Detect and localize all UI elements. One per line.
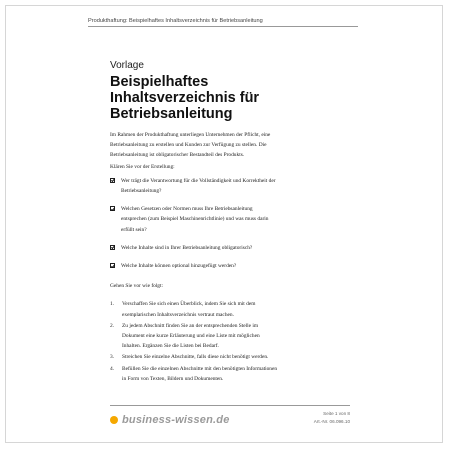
title-block bbox=[110, 60, 350, 122]
step-number: 2. bbox=[110, 322, 115, 329]
steps-intro: Gehen Sie vor wie folgt: bbox=[110, 283, 163, 290]
steps-list bbox=[110, 299, 342, 384]
title-line: Beispielhaftes bbox=[110, 74, 209, 90]
checklist-line: Welche Inhalte sind in Ihrer Betriebsanleitung obligatorisch? bbox=[121, 244, 253, 251]
intro-line: Im Rahmen der Produkthaftung unterliegen Unternehmen der Pflicht, eine bbox=[110, 132, 271, 138]
title-line: Inhaltsverzeichnis für bbox=[110, 90, 260, 106]
page-number: Seite 1 von 8 bbox=[323, 411, 350, 416]
step-item bbox=[110, 299, 342, 319]
checkbox-checked-icon bbox=[110, 178, 115, 183]
page-meta bbox=[314, 410, 350, 426]
step-line: Verschaffen Sie sich einen Überblick, indem Sie sich mit dem bbox=[122, 301, 256, 308]
checklist-item-text bbox=[121, 261, 236, 271]
step-number: 1. bbox=[110, 301, 115, 308]
checklist bbox=[110, 176, 342, 271]
intro-paragraph bbox=[110, 130, 342, 161]
brand-logo bbox=[110, 414, 230, 426]
step-line: in Form von Texten, Bildern und Dokumenten. bbox=[122, 375, 224, 382]
step-line: Streichen Sie einzelne Abschnitte, falls diese nicht benötigt werden. bbox=[122, 354, 269, 361]
checklist-item-text bbox=[121, 243, 252, 253]
intro-line: Betriebsanleitung zu erstellen und Kunden zur Verfügung zu stellen. Die bbox=[110, 142, 267, 149]
title-line: Betriebsanleitung bbox=[110, 106, 233, 122]
step-text bbox=[122, 299, 255, 319]
step-line: Befüllen Sie die einzelnen Abschnitte mit den benötigten Informationen bbox=[122, 365, 278, 372]
page-footer bbox=[110, 405, 350, 434]
checklist-line: erfüllt sein? bbox=[121, 226, 147, 233]
running-header: Produkthaftung: Beispielhaftes Inhaltsverzeichnis für Betriebsanleitung bbox=[88, 18, 358, 27]
step-line: exemplarischen Inhaltsverzeichnis vertraut machen. bbox=[122, 311, 234, 318]
checklist-line: Welchen Gesetzen oder Normen muss Ihre Betriebsanleitung bbox=[121, 206, 253, 213]
brand-dot-icon bbox=[110, 416, 118, 424]
checkbox-checked-icon bbox=[110, 245, 115, 250]
checklist-item-text bbox=[121, 176, 276, 196]
checkbox-checked-icon bbox=[110, 206, 115, 211]
checklist-item bbox=[110, 243, 342, 253]
checklist-intro: Klären Sie vor der Erstellung: bbox=[110, 163, 175, 170]
step-text bbox=[122, 352, 268, 362]
document-title bbox=[110, 74, 350, 122]
intro-line: Betriebsanleitung ist obligatorischer Bestandteil des Produkts. bbox=[110, 152, 245, 159]
step-line: Zu jedem Abschnitt finden Sie an der entsprechenden Stelle im bbox=[122, 322, 259, 329]
checklist-item bbox=[110, 204, 342, 235]
checkbox-checked-icon bbox=[110, 263, 115, 268]
checklist-item bbox=[110, 261, 342, 271]
step-text bbox=[122, 321, 260, 352]
document-kicker: Vorlage bbox=[110, 60, 144, 71]
step-text bbox=[122, 364, 277, 384]
step-line: Dokument eine kurze Erläuterung und eine Liste mit möglichen bbox=[122, 333, 260, 340]
step-line: Inhalten. Ergänzen Sie die Listen bei Bedarf. bbox=[122, 343, 219, 350]
brand-name: business-wissen.de bbox=[122, 414, 230, 426]
step-item bbox=[110, 364, 342, 384]
checklist-line: Betriebsanleitung? bbox=[121, 188, 162, 195]
checklist-line: Welche Inhalte können optional hinzugefügt werden? bbox=[121, 263, 237, 270]
document-body bbox=[110, 130, 342, 385]
step-number: 4. bbox=[110, 365, 115, 372]
step-item bbox=[110, 352, 342, 362]
step-item bbox=[110, 321, 342, 352]
checklist-item bbox=[110, 176, 342, 196]
article-number: Art.-Nr. 06.096.10 bbox=[313, 419, 350, 424]
checklist-line: Wer trägt die Verantwortung für die Vollständigkeit und Korrektheit der bbox=[121, 177, 276, 184]
checklist-line: entsprechen (zum Beispiel Maschinenrichtlinie) und was muss darin bbox=[121, 216, 269, 223]
step-number: 3. bbox=[110, 354, 115, 361]
checklist-item-text bbox=[121, 204, 268, 235]
